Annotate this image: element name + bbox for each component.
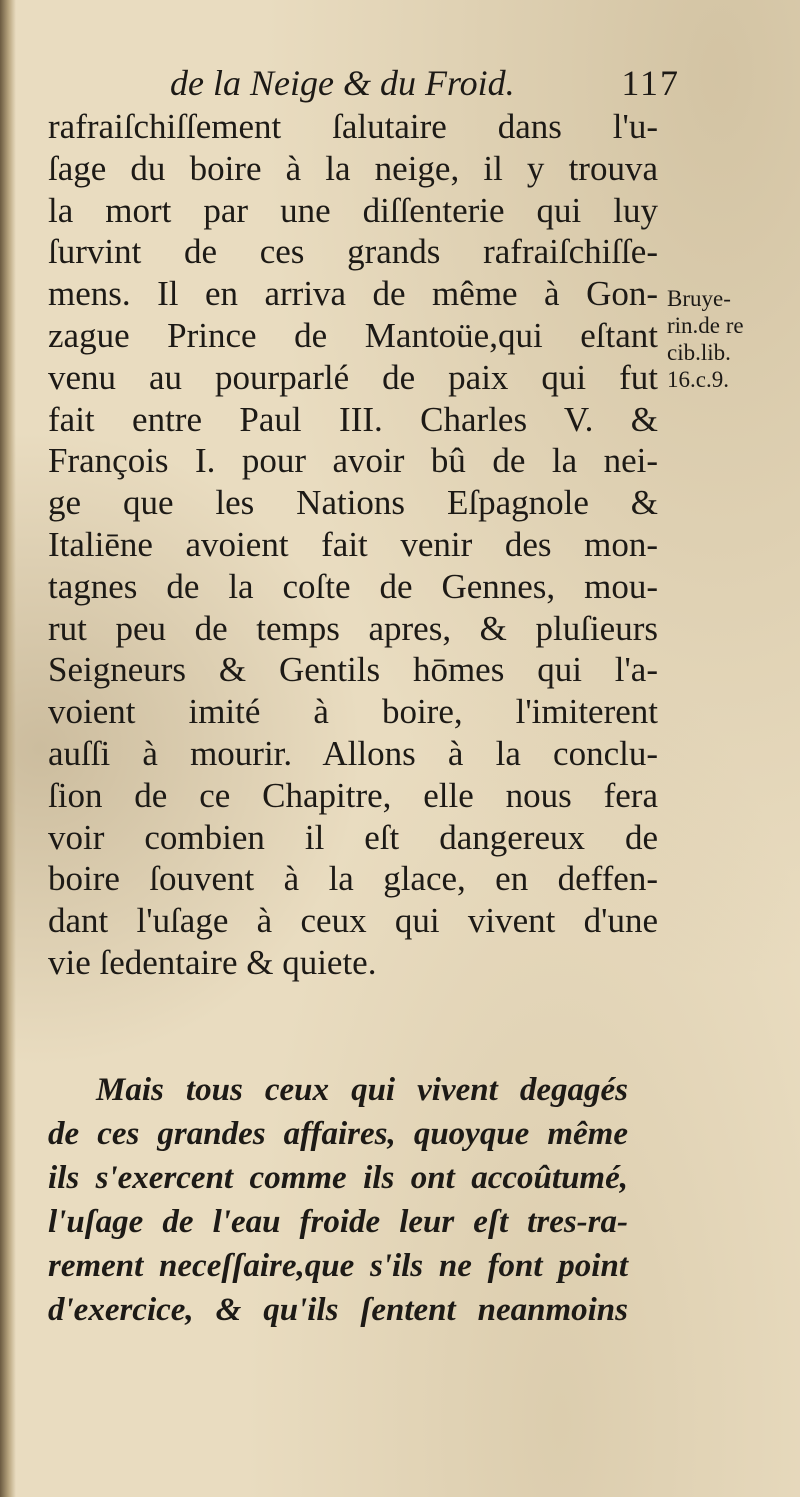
italic-line: de ces grandes affaires, quoyque même <box>48 1116 628 1152</box>
text-line: ſion de ce Chapitre, elle nous fera <box>48 775 658 815</box>
italic-line: rement neceſſaire,que s'ils ne font point <box>48 1248 628 1284</box>
text-line: fait entre Paul III. Charles V. & <box>48 399 658 439</box>
italic-line: l'uſage de l'eau froide leur eſt tres-ra- <box>48 1204 628 1240</box>
running-head-title: de la Neige & du Froid. <box>170 63 515 103</box>
margin-note <box>667 285 787 393</box>
italic-paragraph <box>48 1068 628 1332</box>
text-line: venu au pourparlé de paix qui fut <box>48 357 658 397</box>
text-line: auſſi à mourir. Allons à la conclu- <box>48 733 658 773</box>
text-line: rut peu de temps apres, & pluſieurs <box>48 608 658 648</box>
text-line: ge que les Nations Eſpagnole & <box>48 483 658 523</box>
italic-line: d'exercice, & qu'ils ſentent neanmoins <box>48 1292 628 1328</box>
text-line: tagnes de la coſte de Gennes, mou- <box>48 566 658 606</box>
text-line: boire ſouvent à la glace, en deffen- <box>48 859 658 899</box>
italic-line: ils s'exercent comme ils ont accoûtumé, <box>48 1160 628 1196</box>
margin-note-line: 16.c.9. <box>667 367 729 392</box>
text-line: mens. Il en arriva de même à Gon- <box>48 274 658 314</box>
running-head <box>170 62 680 112</box>
text-line: rafraiſchiſſement ſalutaire dans l'u- <box>48 107 658 146</box>
text-line: François I. pour avoir bû de la nei- <box>48 441 658 481</box>
text-line: Italiēne avoient fait venir des mon- <box>48 524 658 564</box>
italic-line: Mais tous ceux qui vivent degagés <box>96 1072 628 1108</box>
text-line: dant l'uſage à ceux qui vivent d'une <box>48 901 658 941</box>
text-line: ſage du boire à la neige, il y trouva <box>48 148 658 188</box>
text-line: voir combien il eſt dangereux de <box>48 817 658 857</box>
text-line: vie ſedentaire & quiete. <box>48 942 377 982</box>
text-line: Seigneurs & Gentils hōmes qui l'a- <box>48 650 658 690</box>
margin-note-line: Bruye- <box>667 286 731 311</box>
page-number: 117 <box>621 63 680 103</box>
body-text <box>48 106 658 984</box>
text-line: ſurvint de ces grands rafraiſchiſſe- <box>48 232 658 272</box>
page-gutter-shadow <box>0 0 16 1497</box>
text-line: voient imité à boire, l'imiterent <box>48 692 658 732</box>
margin-note-line: rin.de re <box>667 313 744 338</box>
text-line: zague Prince de Mantoüe,qui eſtant <box>48 315 658 355</box>
text-line: la mort par une diſſenterie qui luy <box>48 190 658 230</box>
margin-note-line: cib.lib. <box>667 340 731 365</box>
